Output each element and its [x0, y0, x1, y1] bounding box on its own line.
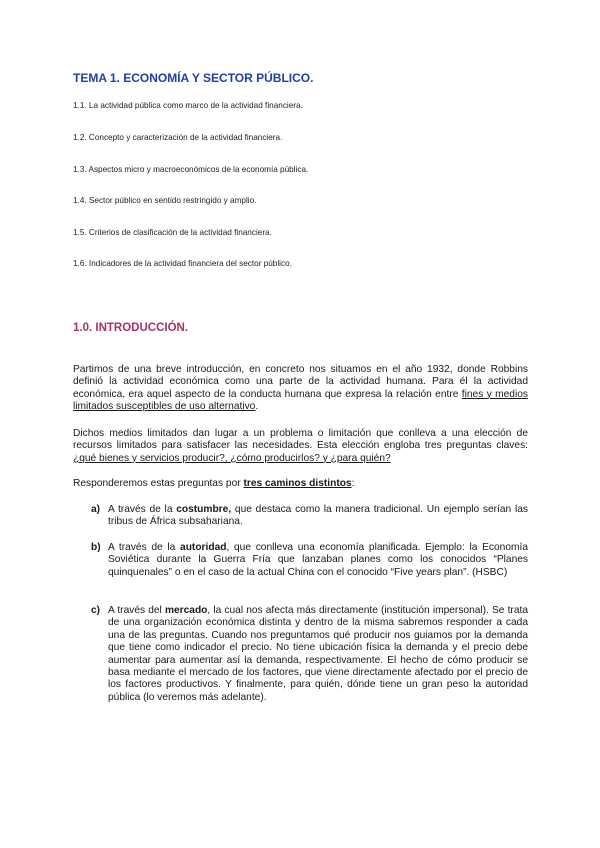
paragraph-end: : [351, 478, 355, 489]
toc-item: 1.4. Sector público en sentido restringido y amplio. [73, 196, 257, 205]
list-marker: b) [91, 542, 101, 553]
item-pre: A través de la [108, 504, 177, 515]
list-item-text [108, 542, 528, 579]
item-pre: A través de la [108, 542, 181, 553]
toc-item: 1.5. Criterios de clasificación de la actividad financiera. [73, 228, 272, 237]
toc-item: 1.2. Concepto y caracterización de la actividad financiera. [73, 133, 283, 142]
section-title: 1.0. INTRODUCCIÓN. [73, 322, 189, 334]
item-bold: costumbre, [176, 504, 232, 515]
list-marker: c) [91, 605, 101, 616]
list-item-text [108, 605, 528, 704]
paragraph-text: Dichos medios limitados dan lugar a un problema o limitación que conlleva a una elección de recursos limitados para satisfacer las necesidades. Esta elección engloba tres preguntas claves: [73, 428, 528, 452]
item-post: que destaca como la manera tradicional. Un ejemplo serían las tribus de África subsahariana. [108, 504, 528, 528]
item-post: , la cual nos afecta más directamente (institución impersonal). Se trata de una organización económica distinta y dentro de la misma sabremos responder a cada una de las preguntas. Cuando nos preguntamos qué producir nos guiamos por la demanda que tiene como indicador el precio. No tiene ubicación física la demanda y el precio debe aumentar para aumentar así la demanda, respectivamente. El hecho de cómo producir se basa mediante el mercado de los factores, que viene directamente afectado por el precio de los factores productivos. Y finalmente, para quién, dónde tiene un gran peso la autoridad pública (lo veremos más adelante). [108, 605, 528, 703]
paragraph-ways [73, 478, 528, 490]
paragraph-end: . [255, 401, 259, 413]
item-bold: autoridad [180, 542, 227, 553]
toc-item: 1.3. Aspectos micro y macroeconómicos de la economía pública. [73, 165, 309, 174]
item-bold: mercado [164, 605, 208, 616]
bold-underlined-phrase: tres caminos distintos [243, 478, 352, 489]
item-pre: A través del [108, 605, 165, 616]
list-marker: a) [91, 504, 101, 515]
list-item [91, 504, 528, 529]
item-post: , que conlleva una economía planificada. Ejemplo: la Economía Soviética durante la Guerra Fría que lanzaban planes como los conocidos “Planes quinquenales” o en el caso de la actual China con el conocido “Five years plan”. (HSBC) [108, 542, 528, 578]
paragraph-text: Partimos de una breve introducción, en concreto nos situamos en el año 1932, donde Robbins definió la actividad económica como una parte de la actividad humana. Para él la actividad económica, era aquel aspecto de la conducta humana que expresa la relación entre [73, 364, 528, 400]
toc-item: 1.6. Indicadores de la actividad financiera del sector público. [73, 259, 292, 268]
underlined-phrase: fines y medios limitados susceptibles de uso alternativo [73, 388, 528, 413]
paragraph-text: Responderemos estas preguntas por [73, 478, 244, 489]
toc-item: 1.1. La actividad pública como marco de la actividad financiera. [73, 101, 303, 110]
list-item [91, 605, 528, 704]
paragraph-intro [73, 364, 528, 414]
paragraph-questions [73, 428, 528, 465]
list-item [91, 542, 528, 579]
page-title: TEMA 1. ECONOMÍA Y SECTOR PÚBLICO. [73, 71, 314, 85]
underlined-questions: ¿qué bienes y servicios producir?, ¿cómo producirlos? y ¿para quién? [73, 452, 391, 464]
list-item-text [108, 504, 528, 529]
